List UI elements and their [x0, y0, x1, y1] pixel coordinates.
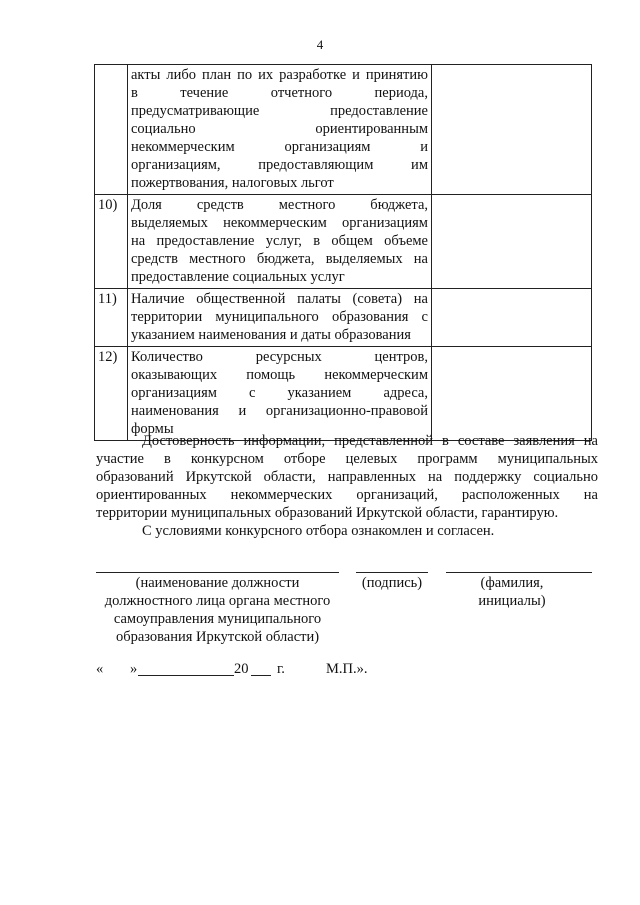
- position-caption: (наименование должности должностного лица органа местного самоуправления муниципального образования Иркутской области): [104, 575, 331, 645]
- certification-line: участие в конкурсном отборе целевых программ муниципальных: [96, 451, 598, 467]
- certification-line: ориентированных некоммерческих организаций, расположенных на: [96, 487, 598, 503]
- close-quote: »: [130, 661, 138, 677]
- criterion-text: [128, 195, 432, 289]
- criterion-line: территории муниципального образования с: [131, 309, 428, 325]
- criterion-value: [432, 65, 592, 195]
- criterion-value: [432, 347, 592, 441]
- criterion-line: в течение отчетного периода,: [131, 85, 428, 101]
- criterion-line: Количество ресурсных центров,: [131, 349, 428, 365]
- signature-caption: (подпись): [361, 575, 423, 591]
- criterion-line: акты либо план по их разработке и принятию: [131, 67, 428, 83]
- row-number: 12): [95, 347, 128, 441]
- certification-line: Достоверность информации, представленной в составе заявления на: [142, 433, 598, 449]
- open-quote: «: [96, 661, 104, 677]
- criterion-line: средств местного бюджета, выделяемых на: [131, 251, 428, 267]
- certification-line: территории муниципальных образований Иркутской области, гарантирую.: [96, 505, 559, 521]
- row-number: 10): [95, 195, 128, 289]
- certification-line: образований Иркутской области, направленных на поддержку социально: [96, 469, 598, 485]
- table-row: [95, 289, 592, 347]
- position-signature-line: [96, 572, 339, 573]
- criterion-line: наименования и организационно-правовой: [131, 403, 428, 419]
- criteria-table: [94, 64, 592, 441]
- criterion-line: оказывающих помощь некоммерческим: [131, 367, 428, 383]
- stamp-label: М.П.».: [326, 661, 368, 677]
- criterion-text: [128, 65, 432, 195]
- criterion-line: социально ориентированным: [131, 121, 428, 137]
- table-row: [95, 65, 592, 195]
- row-number: [95, 65, 128, 195]
- date-day-month-blank: [138, 660, 234, 676]
- name-caption: (фамилия, инициалы): [478, 575, 546, 609]
- year-prefix: 20: [234, 661, 249, 677]
- criterion-text: [128, 347, 432, 441]
- criterion-line: предоставление социальных услуг: [131, 269, 345, 285]
- criterion-line: некоммерческим организациям и: [131, 139, 428, 155]
- table-row: [95, 195, 592, 289]
- criterion-line: организациям с указанием адреса,: [131, 385, 428, 401]
- agreement-text: С условиями конкурсного отбора ознакомлен и согласен.: [142, 523, 495, 539]
- certification-paragraph: [96, 432, 598, 522]
- signature-line: [356, 572, 428, 573]
- row-number: 11): [95, 289, 128, 347]
- criterion-line: на предоставление услуг, в общем объеме: [131, 233, 428, 249]
- criterion-line: выделяемых некоммерческим организациям: [131, 215, 428, 231]
- year-blank: [251, 660, 271, 676]
- criterion-line: указанием наименования и даты образования: [131, 327, 411, 343]
- criterion-line: Доля средств местного бюджета,: [131, 197, 428, 213]
- page-number: 4: [316, 37, 324, 52]
- criterion-line: формы: [131, 421, 174, 437]
- criterion-text: [128, 289, 432, 347]
- year-suffix: г.: [277, 661, 285, 677]
- criterion-value: [432, 195, 592, 289]
- name-signature-line: [446, 572, 592, 573]
- criterion-line: организациям, предоставляющим им: [131, 157, 428, 173]
- criterion-value: [432, 289, 592, 347]
- table-row: [95, 347, 592, 441]
- criterion-line: Наличие общественной палаты (совета) на: [131, 291, 428, 307]
- criterion-line: пожертвования, налоговых льгот: [131, 175, 334, 191]
- criterion-line: предусматривающие предоставление: [131, 103, 428, 119]
